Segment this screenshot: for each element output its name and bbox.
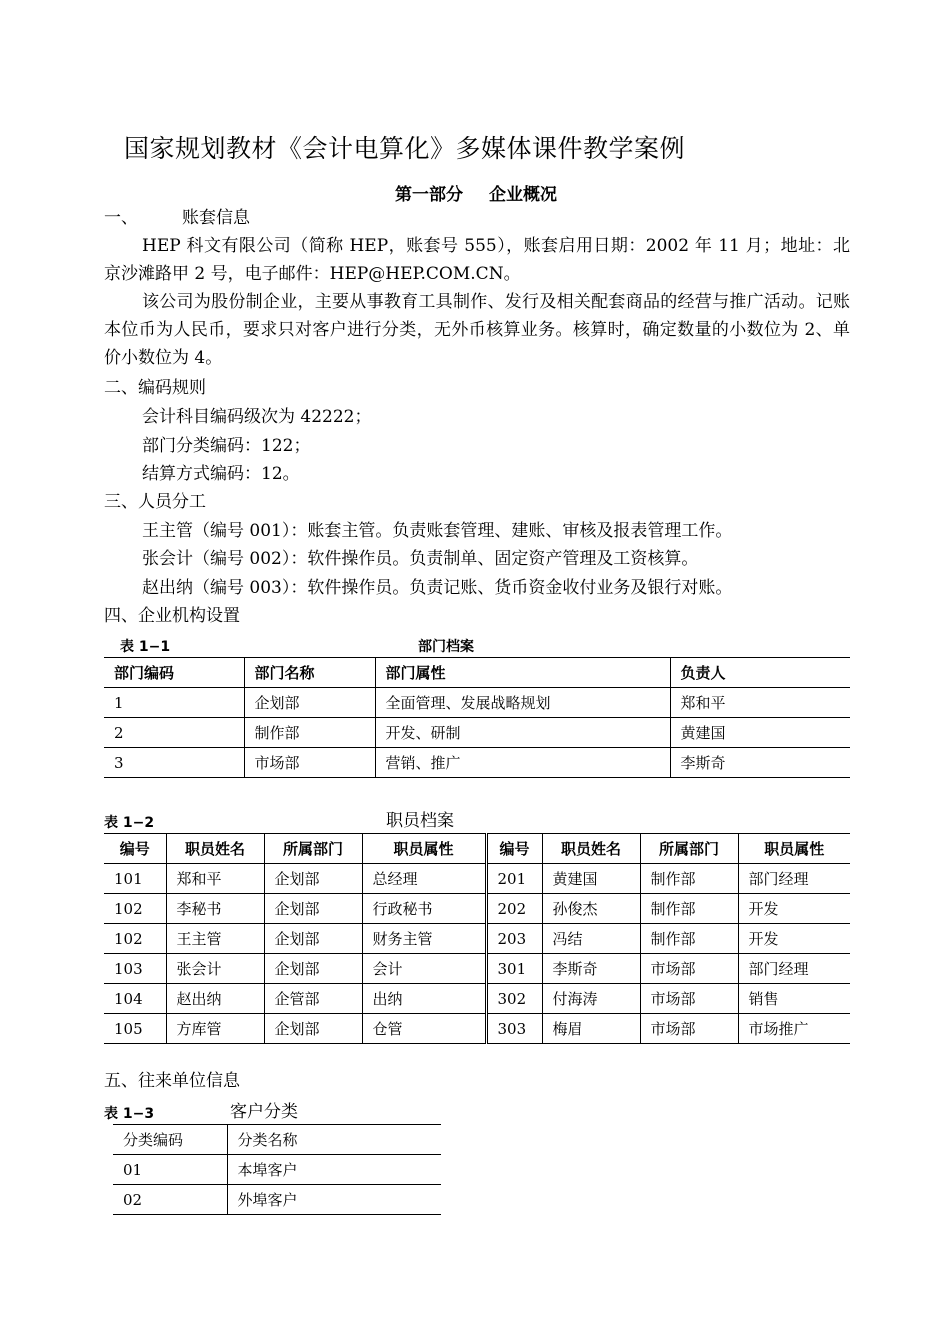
table-cell: 黄建国 bbox=[542, 864, 640, 894]
table-cell: 104 bbox=[104, 984, 166, 1014]
table-cell: 财务主管 bbox=[362, 924, 486, 954]
table-cell: 开发 bbox=[738, 924, 850, 954]
table-1-caption: 部门档案 bbox=[418, 639, 474, 655]
table-cell: 营销、推广 bbox=[375, 748, 670, 778]
staff-table bbox=[104, 833, 850, 1044]
table-row bbox=[104, 864, 850, 894]
table-header-cell: 职员姓名 bbox=[166, 834, 264, 864]
section-1-number: 一、 bbox=[104, 208, 138, 228]
table-cell: 李秘书 bbox=[166, 894, 264, 924]
table-cell: 203 bbox=[486, 924, 542, 954]
table-cell: 制作部 bbox=[244, 718, 375, 748]
table-cell: 冯结 bbox=[542, 924, 640, 954]
table-cell: 张会计 bbox=[166, 954, 264, 984]
table-1-label: 表 1−1 bbox=[120, 639, 171, 655]
table-cell: 302 bbox=[486, 984, 542, 1014]
table-cell: 孙俊杰 bbox=[542, 894, 640, 924]
table-header-cell: 部门属性 bbox=[375, 658, 670, 688]
table-cell: 梅眉 bbox=[542, 1014, 640, 1044]
table-cell: 202 bbox=[486, 894, 542, 924]
table-cell: 3 bbox=[104, 748, 244, 778]
table-cell: 企管部 bbox=[264, 984, 362, 1014]
table-header-cell: 职员属性 bbox=[738, 834, 850, 864]
table-cell: 市场部 bbox=[640, 1014, 738, 1044]
table-cell: 2 bbox=[104, 718, 244, 748]
table-header-cell: 所属部门 bbox=[264, 834, 362, 864]
table-header-cell: 编号 bbox=[104, 834, 166, 864]
document-title: 国家规划教材《会计电算化》多媒体课件教学案例 bbox=[124, 134, 686, 163]
table-cell: 李斯奇 bbox=[542, 954, 640, 984]
table-cell: 企划部 bbox=[264, 894, 362, 924]
table-header-cell: 分类名称 bbox=[227, 1125, 441, 1155]
table-cell: 市场部 bbox=[244, 748, 375, 778]
section-3-heading: 三、人员分工 bbox=[104, 492, 206, 512]
section-2-heading: 二、编码规则 bbox=[104, 378, 206, 398]
table-cell: 303 bbox=[486, 1014, 542, 1044]
table-row bbox=[113, 1185, 441, 1215]
table-row bbox=[104, 984, 850, 1014]
table-row bbox=[104, 1014, 850, 1044]
table-cell: 总经理 bbox=[362, 864, 486, 894]
department-table bbox=[104, 657, 850, 778]
business-paragraph: 该公司为股份制企业，主要从事教育工具制作、发行及相关配套商品的经营与推广活动。记账本位币为人民币，要求只对客户进行分类，无外币核算业务。核算时，确定数量的小数位为 2、单价小数位为 4。 bbox=[104, 292, 850, 368]
table-header-row bbox=[104, 834, 850, 864]
table-cell: 制作部 bbox=[640, 864, 738, 894]
table-row bbox=[104, 718, 850, 748]
table-cell: 市场部 bbox=[640, 984, 738, 1014]
coding-rule-line: 结算方式编码：12。 bbox=[142, 464, 300, 484]
coding-rule-line: 部门分类编码：122； bbox=[142, 436, 311, 456]
part-label: 第一部分 bbox=[395, 185, 463, 205]
table-header-row bbox=[113, 1125, 441, 1155]
table-row bbox=[104, 924, 850, 954]
table-header-cell: 负责人 bbox=[670, 658, 850, 688]
table-row bbox=[104, 894, 850, 924]
company-info-paragraph: HEP 科文有限公司（简称 HEP，账套号 555），账套启用日期：2002 年 11 月；地址：北京沙滩路甲 2 号，电子邮件：HEP@HEP.COM.CN。 bbox=[104, 236, 850, 284]
table-header-cell: 部门编码 bbox=[104, 658, 244, 688]
table-cell: 部门经理 bbox=[738, 954, 850, 984]
table-header-row bbox=[104, 658, 850, 688]
table-2-label: 表 1−2 bbox=[104, 815, 155, 831]
table-cell: 企划部 bbox=[264, 1014, 362, 1044]
section-1-heading bbox=[104, 204, 250, 232]
table-cell: 101 bbox=[104, 864, 166, 894]
table-cell: 王主管 bbox=[166, 924, 264, 954]
table-cell: 企划部 bbox=[264, 954, 362, 984]
table-cell: 仓管 bbox=[362, 1014, 486, 1044]
part-heading bbox=[395, 180, 557, 205]
table-3-caption: 客户分类 bbox=[230, 1102, 298, 1122]
table-cell: 制作部 bbox=[640, 894, 738, 924]
table-cell: 105 bbox=[104, 1014, 166, 1044]
table-cell: 102 bbox=[104, 924, 166, 954]
table-cell: 市场推广 bbox=[738, 1014, 850, 1044]
table-cell: 企划部 bbox=[244, 688, 375, 718]
table-cell: 01 bbox=[113, 1155, 227, 1185]
table-cell: 郑和平 bbox=[166, 864, 264, 894]
table-cell: 开发、研制 bbox=[375, 718, 670, 748]
table-cell: 赵出纳 bbox=[166, 984, 264, 1014]
table-cell: 201 bbox=[486, 864, 542, 894]
table-header-cell: 职员属性 bbox=[362, 834, 486, 864]
table-header-cell: 部门名称 bbox=[244, 658, 375, 688]
section-4-heading: 四、企业机构设置 bbox=[104, 606, 240, 626]
table-3-label: 表 1−3 bbox=[104, 1106, 155, 1122]
table-cell: 方库管 bbox=[166, 1014, 264, 1044]
section-5-heading: 五、往来单位信息 bbox=[104, 1071, 240, 1091]
staff-duty-line: 张会计（编号 002）：软件操作员。负责制单、固定资产管理及工资核算。 bbox=[142, 549, 699, 569]
table-cell: 企划部 bbox=[264, 924, 362, 954]
table-cell: 郑和平 bbox=[670, 688, 850, 718]
table-cell: 301 bbox=[486, 954, 542, 984]
table-header-cell: 所属部门 bbox=[640, 834, 738, 864]
table-header-cell: 编号 bbox=[486, 834, 542, 864]
table-cell: 市场部 bbox=[640, 954, 738, 984]
table-2-caption: 职员档案 bbox=[386, 811, 454, 831]
table-row bbox=[113, 1155, 441, 1185]
table-cell: 付海涛 bbox=[542, 984, 640, 1014]
table-cell: 行政秘书 bbox=[362, 894, 486, 924]
table-cell: 制作部 bbox=[640, 924, 738, 954]
table-cell: 部门经理 bbox=[738, 864, 850, 894]
table-row bbox=[104, 954, 850, 984]
table-header-cell: 职员姓名 bbox=[542, 834, 640, 864]
table-cell: 黄建国 bbox=[670, 718, 850, 748]
staff-duty-line: 赵出纳（编号 003）：软件操作员。负责记账、货币资金收付业务及银行对账。 bbox=[142, 578, 733, 598]
table-row bbox=[104, 748, 850, 778]
coding-rule-line: 会计科目编码级次为 42222； bbox=[142, 407, 372, 427]
part-name: 企业概况 bbox=[489, 185, 557, 205]
table-cell: 本埠客户 bbox=[227, 1155, 441, 1185]
table-cell: 销售 bbox=[738, 984, 850, 1014]
table-header-cell: 分类编码 bbox=[113, 1125, 227, 1155]
section-1-text: 账套信息 bbox=[182, 208, 250, 228]
table-cell: 102 bbox=[104, 894, 166, 924]
table-cell: 外埠客户 bbox=[227, 1185, 441, 1215]
table-cell: 1 bbox=[104, 688, 244, 718]
table-cell: 全面管理、发展战略规划 bbox=[375, 688, 670, 718]
table-cell: 出纳 bbox=[362, 984, 486, 1014]
table-cell: 企划部 bbox=[264, 864, 362, 894]
table-cell: 开发 bbox=[738, 894, 850, 924]
table-cell: 02 bbox=[113, 1185, 227, 1215]
table-row bbox=[104, 688, 850, 718]
staff-duty-line: 王主管（编号 001）：账套主管。负责账套管理、建账、审核及报表管理工作。 bbox=[142, 521, 733, 541]
table-cell: 会计 bbox=[362, 954, 486, 984]
table-cell: 李斯奇 bbox=[670, 748, 850, 778]
customer-class-table bbox=[113, 1124, 441, 1215]
table-cell: 103 bbox=[104, 954, 166, 984]
